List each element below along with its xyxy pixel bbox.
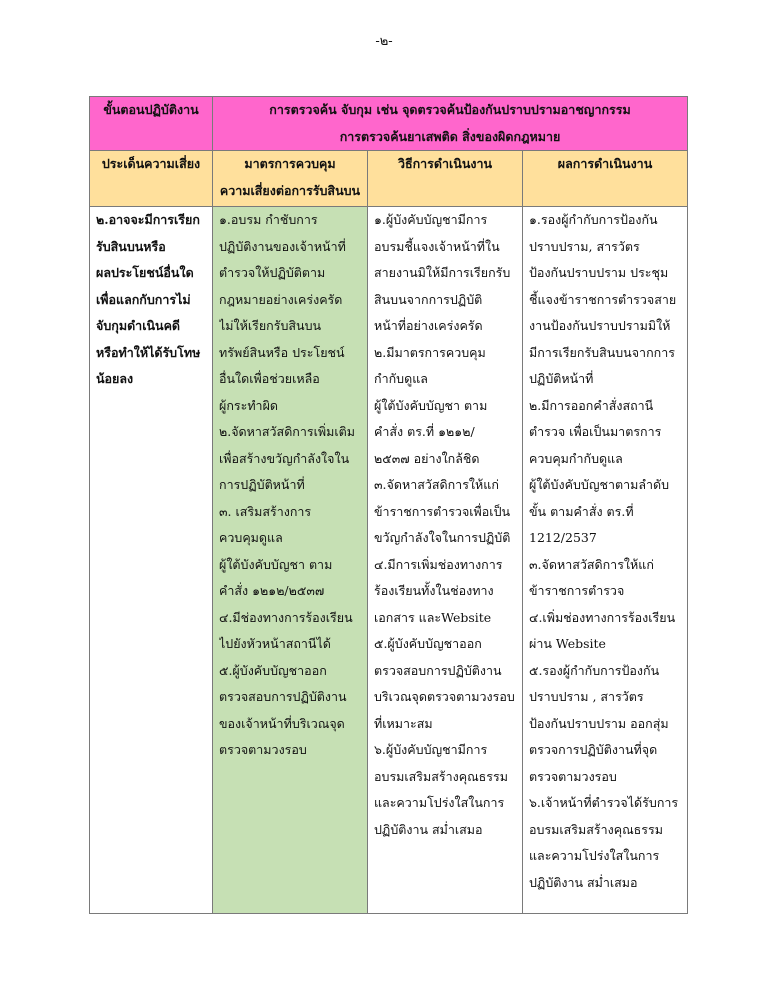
column-header-results (523, 151, 688, 207)
cell-text-line: คำสั่ง ๑๒๑๒/๒๕๓๗ (219, 583, 325, 598)
cell-text-line: ๒.มีมาตรการควบคุม (374, 344, 486, 360)
cell-text-line: ๖.เจ้าหน้าที่ตำรวจได้รับการ (529, 795, 679, 810)
cell-text-line: ๔.มีการเพิ่มช่องทางการ (374, 556, 503, 572)
cell-text-line: เพื่อแลกกับการไม่ (96, 291, 191, 307)
cell-text-line: เพื่อสร้างขวัญกำลังใจใน (219, 450, 350, 466)
cell-text-line: หรือทำให้ได้รับโทษ (96, 344, 201, 360)
cell-text-line: หน้าที่อย่างเคร่งครัด (374, 318, 483, 333)
header-row-columns (90, 151, 688, 207)
cell-text-line: งานป้องกันปราบปรามมิให้ (529, 318, 671, 333)
cell-text-line: ตำรวจให้ปฏิบัติตาม (219, 265, 326, 280)
risk-assessment-table (89, 96, 688, 914)
cell-text-line: ไปยังหัวหน้าสถานีได้ (219, 636, 331, 651)
cell-text-line: อบรมเสริมสร้างคุณธรรม (529, 821, 663, 837)
cell-text-line: ขั้น ตามคำสั่ง ตร.ที่ (529, 503, 634, 519)
cell-text-line: ตรวจตามวงรอบ (529, 768, 617, 784)
column-header-label: วิธีการดำเนินงาน (397, 156, 493, 171)
cell-text-line: ปราบปราม , สารวัตร (529, 689, 644, 704)
cell-text-line: ปฏิบัติงาน สม่ำเสมอ (529, 874, 638, 890)
cell-text-line: ที่เหมาะสม (374, 715, 433, 731)
results-cell (523, 207, 688, 914)
cell-text-line: ผู้ใต้บังคับบัญชา ตาม (219, 556, 333, 572)
cell-text-line: ผู้กระทำผิด (219, 397, 279, 413)
cell-text-line: สินบนจากการปฏิบัติ (374, 291, 483, 307)
column-header-label: ประเด็นความเสี่ยง (101, 156, 201, 171)
cell-text-line: ๖.ผู้บังคับบัญชามีการ (374, 742, 488, 757)
cell-text-line: ๒.จัดหาสวัสดิการเพิ่มเติม (219, 424, 355, 439)
cell-text-line: กฎหมายอย่างเคร่งครัด (219, 291, 343, 307)
column-header-label: ผลการดำเนินงาน (557, 156, 653, 171)
cell-text-line: ตรวจสอบการปฏิบัติงาน (374, 662, 502, 678)
cell-text-line: ตรวจการปฏิบัติงานที่จุด (529, 742, 658, 757)
cell-text-line: ๕.ผู้บังคับบัญชาออก (374, 636, 482, 651)
process-step-label: ขั้นตอนปฏิบัติงาน (103, 102, 199, 117)
cell-text-line: ๒๕๓๗ อย่างใกล้ชิด (374, 450, 480, 466)
cell-text-line: และความโปร่งใสในการ (374, 795, 505, 810)
cell-text-line: ทรัพย์สินหรือ ประโยชน์ (219, 344, 345, 360)
cell-text-line: ๓.จัดหาสวัสดิการให้แก่ (374, 477, 499, 492)
cell-text-line: ๕.รองผู้กำกับการป้องกัน (529, 662, 660, 678)
table-row (90, 207, 688, 914)
header-row-process (90, 97, 688, 151)
cell-text-line: ๒.อาจจะมีการเรียก (96, 212, 200, 227)
cell-text-line: ๓. เสริมสร้างการ (219, 503, 312, 519)
cell-text-line: ผลประโยชน์อื่นใด (96, 265, 194, 280)
cell-text-line: รับสินบนหรือ (96, 238, 166, 254)
cell-text-line: ร้องเรียนทั้งในช่องทาง (374, 583, 494, 598)
process-title-line: การตรวจค้น จับกุม เช่น จุดตรวจค้นป้องกันปราบปรามอาชญากรรม (269, 102, 631, 117)
cell-text-line: คำสั่ง ตร.ที่ ๑๒๑๒/ (374, 424, 475, 439)
cell-text-line: บริเวณจุดตรวจตามวงรอบ (374, 689, 515, 704)
cell-text-line: ๑.อบรม กำชับการ (219, 212, 318, 227)
cell-text-line: กำกับดูแล (374, 371, 428, 386)
cell-text-line: ป้องกันปราบปราม ออกสุ่ม (529, 715, 669, 731)
column-header-risk-issue (90, 151, 213, 207)
cell-text-line: ๕.ผู้บังคับบัญชาออก (219, 662, 327, 678)
cell-text-line: ตรวจตามวงรอบ (219, 742, 307, 757)
cell-text-line: ข้าราชการตำรวจ (529, 583, 625, 598)
cell-text-line: และความโปร่งใสในการ (529, 848, 660, 863)
cell-text-line: ผู้ใต้บังคับบัญชาตามลำดับ (529, 477, 670, 492)
cell-text-line: น้อยลง (96, 371, 134, 386)
cell-text-line: ๑.ผู้บังคับบัญชามีการ (374, 212, 488, 227)
cell-text-line: การปฏิบัติหน้าที่ (219, 477, 305, 492)
cell-text-line: ๓.จัดหาสวัสดิการให้แก่ (529, 556, 654, 572)
cell-text-line: ควบคุมกำกับดูแล (529, 450, 623, 466)
cell-text-line: ปฏิบัติงาน สม่ำเสมอ (374, 821, 483, 837)
cell-text-line: อบรมชี้แจงเจ้าหน้าที่ใน (374, 238, 500, 254)
cell-text-line: ข้าราชการตำรวจเพื่อเป็น (374, 503, 511, 519)
cell-text-line: ขวัญกำลังใจในการปฏิบัติ (374, 530, 511, 545)
cell-text-line: ปฏิบัติงานของเจ้าหน้าที่ (219, 238, 346, 254)
page-number: -๒- (375, 34, 393, 49)
cell-text-line: มีการเรียกรับสินบนจากการ (529, 344, 675, 360)
cell-text-line: ตรวจสอบการปฏิบัติงาน (219, 689, 347, 704)
cell-text-line: อื่นใดเพื่อช่วยเหลือ (219, 371, 320, 386)
cell-text-line: ปฏิบัติหน้าที่ (529, 371, 594, 386)
column-header-label: ความเสี่ยงต่อการรับสินบน (219, 182, 361, 198)
column-header-control-measures (213, 151, 368, 207)
column-header-label: มาตรการควบคุม (244, 156, 336, 171)
cell-text-line: ควบคุมดูแล (219, 530, 283, 545)
methods-cell (368, 207, 523, 914)
cell-text-line: ๔.มีช่องทางการร้องเรียน (219, 609, 353, 625)
cell-text-line: 1212/2537 (529, 530, 597, 545)
cell-text-line: ปราบปราม, สารวัตร (529, 238, 640, 254)
process-title-cell (213, 97, 688, 151)
process-step-label-cell (90, 97, 213, 151)
cell-text-line: จับกุมดำเนินคดี (96, 318, 181, 333)
cell-text-line: ผู้ใต้บังคับบัญชา ตาม (374, 397, 488, 413)
cell-text-line: อบรมเสริมสร้างคุณธรรม (374, 768, 508, 784)
cell-text-line: ๒.มีการออกคำสั่งสถานี (529, 397, 654, 413)
cell-text-line: ไม่ให้เรียกรับสินบน (219, 318, 322, 333)
cell-text-line: สายงานมิให้มีการเรียกรับ (374, 265, 511, 280)
control-measures-cell (213, 207, 368, 914)
cell-text-line: ๑.รองผู้กำกับการป้องกัน (529, 212, 658, 227)
cell-text-line: ชี้แจงข้าราชการตำรวจสาย (529, 291, 677, 307)
cell-text-line: ป้องกันปราบปราม ประชุม (529, 265, 669, 280)
cell-text-line: เอกสาร และWebsite (374, 609, 492, 625)
process-title-line: การตรวจค้นยาเสพติด สิ่งของผิดกฎหมาย (339, 128, 561, 144)
cell-text-line: ผ่าน Website (529, 636, 606, 651)
cell-text-line: ๔.เพิ่มช่องทางการร้องเรียน (529, 609, 676, 625)
cell-text-line: ตำรวจ เพื่อเป็นมาตรการ (529, 424, 662, 439)
risk-issue-cell (90, 207, 213, 914)
column-header-methods (368, 151, 523, 207)
cell-text-line: ของเจ้าหน้าที่บริเวณจุด (219, 715, 345, 731)
